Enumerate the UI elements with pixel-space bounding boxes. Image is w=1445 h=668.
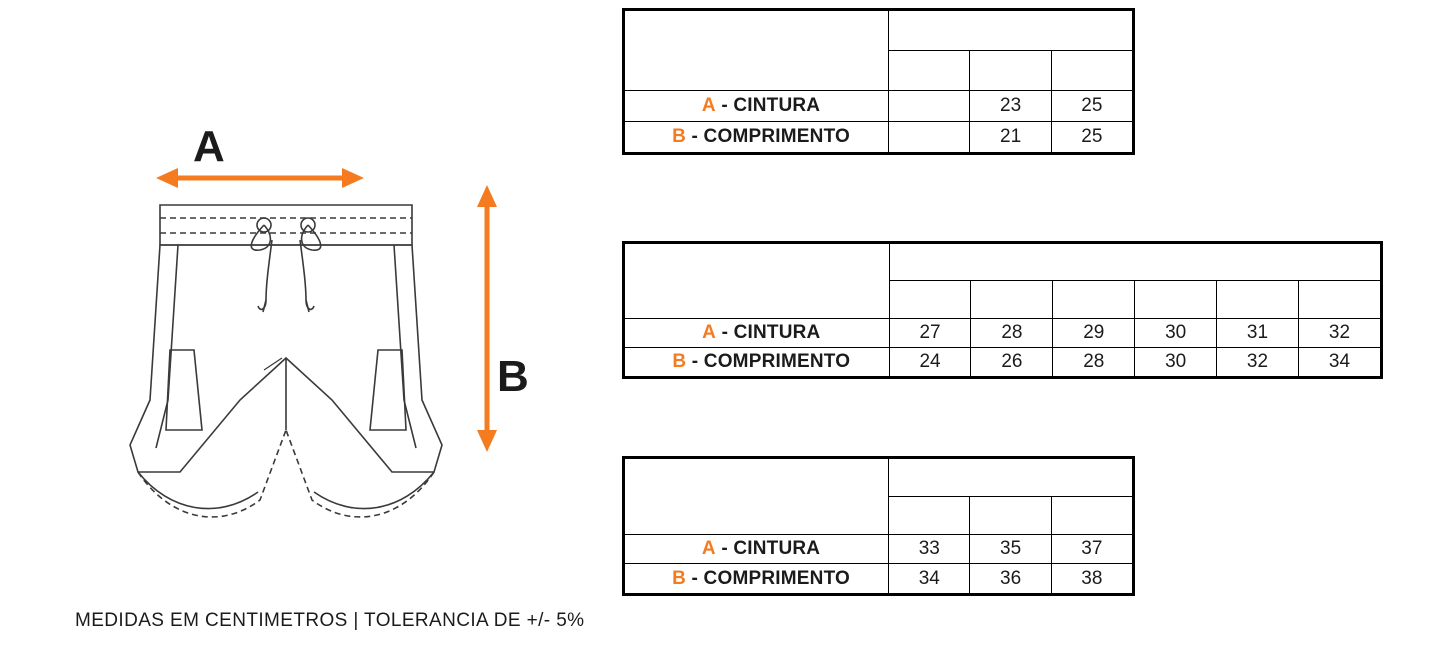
- measure-value: 21: [970, 121, 1051, 152]
- size-table-infantil: [622, 8, 1135, 155]
- measure-value: 24: [889, 347, 971, 376]
- brand-cell: [625, 11, 889, 91]
- measure-label: [625, 121, 889, 152]
- dimension-label-b: B: [497, 352, 529, 401]
- brand-line-1: SHORTS CONFORT TECH: [636, 25, 878, 47]
- size-table-ensino-medio: [622, 456, 1135, 596]
- measure-value: 33: [889, 534, 970, 564]
- brand-line-1: SHORTS CONFORT TECH: [636, 471, 878, 493]
- measure-key: B: [672, 125, 687, 147]
- table-row: [625, 459, 1133, 497]
- measure-label: [625, 318, 890, 347]
- measure-value: 35: [970, 534, 1051, 564]
- group-header: FUNDAMENTAL: [889, 244, 1380, 281]
- measure-value: 32: [1298, 318, 1380, 347]
- size-header: M: [970, 496, 1051, 534]
- measure-key: A: [701, 94, 716, 116]
- measure-label: [625, 347, 890, 376]
- table-row: [625, 244, 1381, 281]
- measure-value: 25: [1051, 121, 1132, 152]
- measure-label: [625, 534, 889, 564]
- measure-label: [625, 90, 889, 121]
- measure-value: 30: [1135, 318, 1217, 347]
- dimension-arrow-b: [477, 185, 497, 452]
- measure-key: B: [672, 350, 687, 372]
- measure-key: A: [702, 321, 717, 343]
- measure-value: 29: [1053, 318, 1135, 347]
- blank-cell: [889, 90, 970, 121]
- measure-value: 28: [1053, 347, 1135, 376]
- measure-value: 25: [1051, 90, 1132, 121]
- size-header: 16: [1298, 281, 1380, 318]
- table-row: [625, 564, 1133, 594]
- size-header: 14: [1217, 281, 1299, 318]
- shorts-outline: [130, 205, 442, 517]
- measure-value: 31: [1217, 318, 1299, 347]
- table-row: [625, 11, 1133, 51]
- measure-value: 23: [970, 90, 1051, 121]
- measure-value: 37: [1051, 534, 1132, 564]
- measure-text: - COMPRIMENTO: [691, 350, 851, 372]
- size-header: G: [1051, 496, 1132, 534]
- size-header: 2: [970, 50, 1051, 90]
- size-table-fundamental: [622, 241, 1383, 379]
- brand-line-2: FEMININO L/C: [690, 53, 823, 75]
- measure-text: - COMPRIMENTO: [691, 567, 851, 589]
- measure-text: - CINTURA: [721, 94, 821, 116]
- measure-value: 36: [970, 564, 1051, 594]
- measure-value: 26: [971, 347, 1053, 376]
- brand-line-2: FEMININO L/C: [690, 283, 823, 305]
- size-header: 10: [1053, 281, 1135, 318]
- group-header: INFANTIL: [889, 11, 1133, 51]
- dimension-arrow-a: [156, 168, 364, 188]
- blank-cell: [889, 121, 970, 152]
- table-row: [625, 318, 1381, 347]
- blank-cell: [889, 50, 970, 90]
- measure-text: - COMPRIMENTO: [691, 125, 851, 147]
- size-header: 12: [1135, 281, 1217, 318]
- table-row: [625, 534, 1133, 564]
- measure-value: 32: [1217, 347, 1299, 376]
- measure-value: 34: [1298, 347, 1380, 376]
- table-row: [625, 121, 1133, 152]
- measure-value: 28: [971, 318, 1053, 347]
- measure-text: - CINTURA: [721, 321, 821, 343]
- table-row: [625, 347, 1381, 376]
- measure-key: B: [672, 567, 687, 589]
- measure-value: 27: [889, 318, 971, 347]
- measure-value: 38: [1051, 564, 1132, 594]
- brand-line-2: FEMININO L/C: [690, 499, 823, 521]
- size-header: 8: [971, 281, 1053, 318]
- measurement-note: MEDIDAS EM CENTIMETROS | TOLERANCIA DE +/- 5%: [75, 610, 585, 631]
- size-header: 4: [1051, 50, 1132, 90]
- group-header: ENSINO MÉDIO: [889, 459, 1133, 497]
- measure-label: [625, 564, 889, 594]
- measure-value: 30: [1135, 347, 1217, 376]
- brand-cell: [625, 244, 890, 319]
- brand-cell: [625, 459, 889, 535]
- size-header: 6: [889, 281, 971, 318]
- table-row: [625, 90, 1133, 121]
- brand-line-1: SHORTS CONFORT TECH: [636, 256, 878, 278]
- measure-key: A: [701, 538, 716, 560]
- measure-text: - CINTURA: [721, 538, 821, 560]
- measure-value: 34: [889, 564, 970, 594]
- dimension-label-a: A: [193, 122, 225, 171]
- size-header: P: [889, 496, 970, 534]
